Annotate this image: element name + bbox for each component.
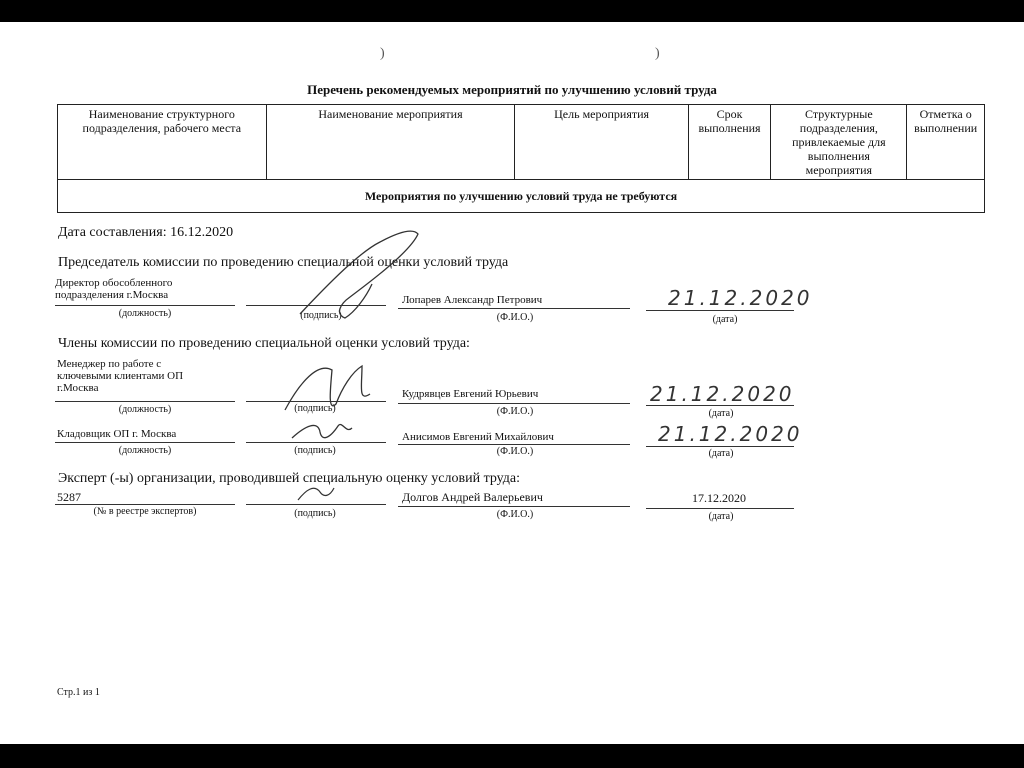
signature-line (246, 504, 386, 505)
signature-line (246, 442, 386, 443)
table-header-cell: Цель мероприятия (515, 105, 688, 180)
fio-line (398, 506, 630, 507)
caption-signature: (подпись) (294, 445, 336, 456)
signature-line (246, 305, 386, 306)
caption-signature: (подпись) (294, 508, 336, 519)
caption-signature: (подпись) (300, 310, 342, 321)
signature-line (246, 401, 386, 402)
caption-registry: (№ в реестре экспертов) (93, 506, 197, 517)
chairman-name: Лопарев Александр Петрович (402, 294, 543, 306)
expert-registry-no: 5287 (57, 490, 81, 504)
measures-table (57, 104, 985, 213)
position-line (55, 401, 235, 402)
top-mark: ) (655, 46, 660, 61)
expert-name: Долгов Андрей Валерьевич (402, 490, 543, 504)
registry-line (55, 504, 235, 505)
fio-line (398, 403, 630, 404)
fio-line (398, 308, 630, 309)
caption-date: (дата) (708, 448, 734, 459)
document-title: Перечень рекомендуемых мероприятий по улучшению условий труда (307, 82, 717, 97)
member-position: Кладовщик ОП г. Москва (57, 428, 177, 440)
position-line (55, 442, 235, 443)
caption-date: (дата) (708, 511, 734, 522)
date-line (646, 405, 794, 406)
caption-date: (дата) (712, 314, 738, 325)
document-page (0, 22, 1024, 744)
table-header-cell: Срок выполнения (688, 105, 771, 180)
page-number: Стр.1 из 1 (57, 687, 100, 698)
expert-heading: Эксперт (-ы) организации, проводившей специальную оценку условий труда: (58, 471, 521, 486)
members-heading: Члены комиссии по проведению специальной оценки условий труда: (58, 336, 470, 351)
fio-line (398, 444, 630, 445)
member-position: Менеджер по работе с ключевыми клиентами ОП г.Москва (57, 358, 184, 394)
caption-fio: (Ф.И.О.) (496, 509, 534, 520)
member-date: 21.12.2020 (658, 422, 803, 446)
caption-position: (должность) (118, 404, 172, 415)
chairman-position: Директор обособленного подразделения г.Москва (55, 277, 173, 301)
member-name: Анисимов Евгений Михайлович (402, 431, 554, 443)
table-header-cell: Отметка о выполнении (907, 105, 985, 180)
no-measures-note: Мероприятия по улучшению условий труда не требуются (58, 180, 985, 213)
caption-fio: (Ф.И.О.) (496, 446, 534, 457)
chairman-heading: Председатель комиссии по проведению специальной оценки условий труда (58, 255, 509, 270)
caption-date: (дата) (708, 408, 734, 419)
caption-fio: (Ф.И.О.) (496, 312, 534, 323)
caption-position: (должность) (118, 445, 172, 456)
table-header-cell: Наименование структурного подразделения, рабочего места (58, 105, 267, 180)
date-line (646, 508, 794, 509)
top-mark: ) (380, 46, 385, 61)
table-row (58, 180, 985, 213)
member-signature (292, 424, 352, 438)
caption-signature: (подпись) (294, 403, 336, 414)
expert-date: 17.12.2020 (692, 491, 746, 505)
caption-fio: (Ф.И.О.) (496, 406, 534, 417)
member-date: 21.12.2020 (650, 382, 795, 406)
date-line (646, 310, 794, 311)
expert-signature (298, 488, 334, 500)
table-header-cell: Структурные подразделения, привлекаемые для выполнения мероприятия (771, 105, 907, 180)
table-header-row (58, 105, 985, 180)
chairman-date: 21.12.2020 (668, 286, 813, 310)
member-name: Кудрявцев Евгений Юрьевич (402, 388, 539, 400)
caption-position: (должность) (118, 308, 172, 319)
table-header-cell: Наименование мероприятия (266, 105, 515, 180)
position-line (55, 305, 235, 306)
compile-date: Дата составления: 16.12.2020 (58, 225, 234, 240)
date-line (646, 446, 794, 447)
